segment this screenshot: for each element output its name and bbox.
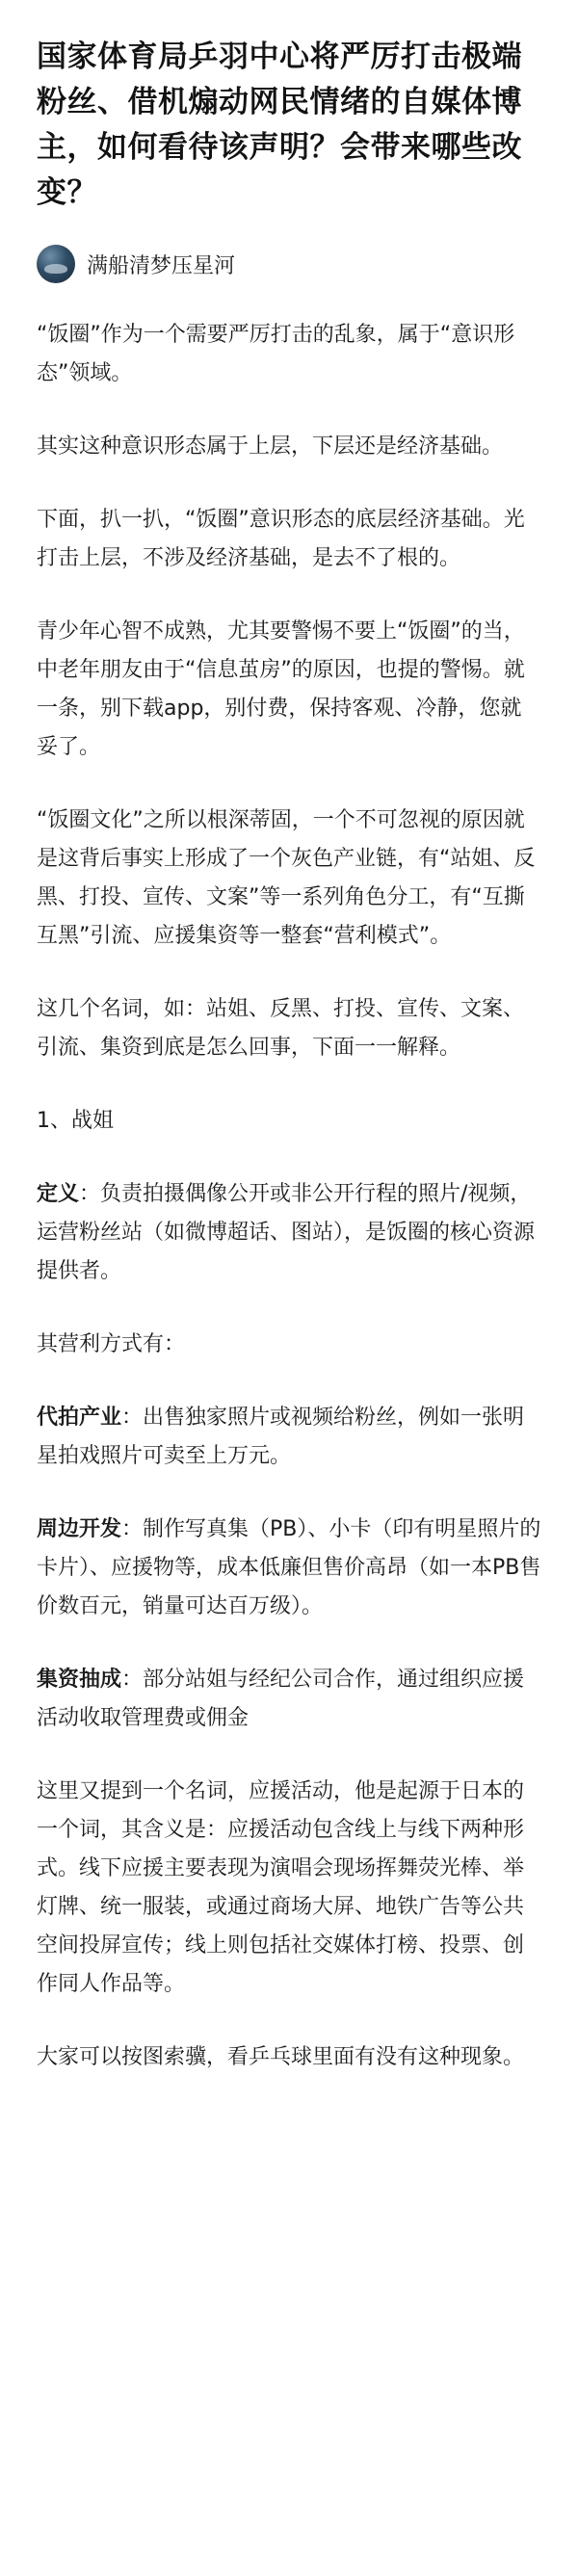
question-title[interactable]: 国家体育局乒羽中心将严厉打击极端粉丝、借机煽动网民情绪的自媒体博主，如何看待该声明？会带来哪些改变？ [37,39,522,210]
answer-paragraph: 青少年心智不成熟，尤其要警惕不要上“饭圈”的当，中老年朋友由于“信息茧房”的原因，也提的警惕。就一条，别下载app，别付费，保持客观、冷静，您就妥了。 [37,619,525,759]
answer-paragraph: 这几个名词，如：站姐、反黑、打投、宣传、文案、引流、集资到底是怎么回事，下面一一解释。 [37,997,525,1060]
author-name[interactable]: 满船清梦压星河 [87,253,236,278]
answer-paragraph: 大家可以按图索骥，看乒乓球里面有没有这种现象。 [37,2045,525,2069]
profit-method-paragraph [37,1661,541,1738]
profit-method-lead: 集资抽成 [37,1668,122,1692]
answer-paragraph: 下面，扒一扒，“饭圈”意识形态的底层经济基础。光打击上层，不涉及经济基础，是去不了根的。 [37,508,525,570]
definition-lead: 定义 [37,1182,80,1206]
definition-paragraph [37,1175,541,1291]
profit-method-paragraph [37,1399,541,1476]
profit-method-lead: 周边开发 [37,1517,122,1541]
profit-method-text: ：制作写真集（PB）、小卡（印有明星照片的卡片）、应援物等，成本低廉但售价高昂（如一本PB售价数百元，销量可达百万级）。 [37,1517,541,1618]
answer-paragraph: 其实这种意识形态属于上层，下层还是经济基础。 [37,434,504,459]
profit-method-paragraph [37,1511,541,1626]
profit-intro: 其营利方式有： [37,1332,186,1356]
profit-method-lead: 代拍产业 [37,1406,122,1430]
author-row[interactable] [37,245,541,283]
profit-method-text: ：部分站姐与经纪公司合作，通过组织应援活动收取管理费或佣金 [37,1668,525,1730]
avatar[interactable] [37,245,75,283]
profit-method-text: ：出售独家照片或视频给粉丝，例如一张明星拍戏照片可卖至上万元。 [37,1406,525,1468]
definition-text: ：负责拍摄偶像公开或非公开行程的照片/视频，运营粉丝站（如微博超话、图站），是饭圈的核心资源提供者。 [37,1182,536,1283]
answer-paragraph: “饭圈”作为一个需要严厉打击的乱象，属于“意识形态”领域。 [37,323,515,385]
answer-paragraph: 这里又提到一个名词，应援活动，他是起源于日本的一个词，其含义是：应援活动包含线上与线下两种形式。线下应援主要表现为演唱会现场挥舞荧光棒、举灯牌、统一服装，或通过商场大屏、地铁广告等公共空间投屏宣传；线上则包括社交媒体打榜、投票、创作同人作品等。 [37,1779,525,1996]
section-heading: 1、战姐 [37,1109,114,1133]
answer-paragraph: “饭圈文化”之所以根深蒂固，一个不可忽视的原因就是这背后事实上形成了一个灰色产业链，有“站姐、反黑、打投、宣传、文案”等一系列角色分工，有“互撕互黑”引流、应援集资等一整套“营利模式”。 [37,808,536,948]
